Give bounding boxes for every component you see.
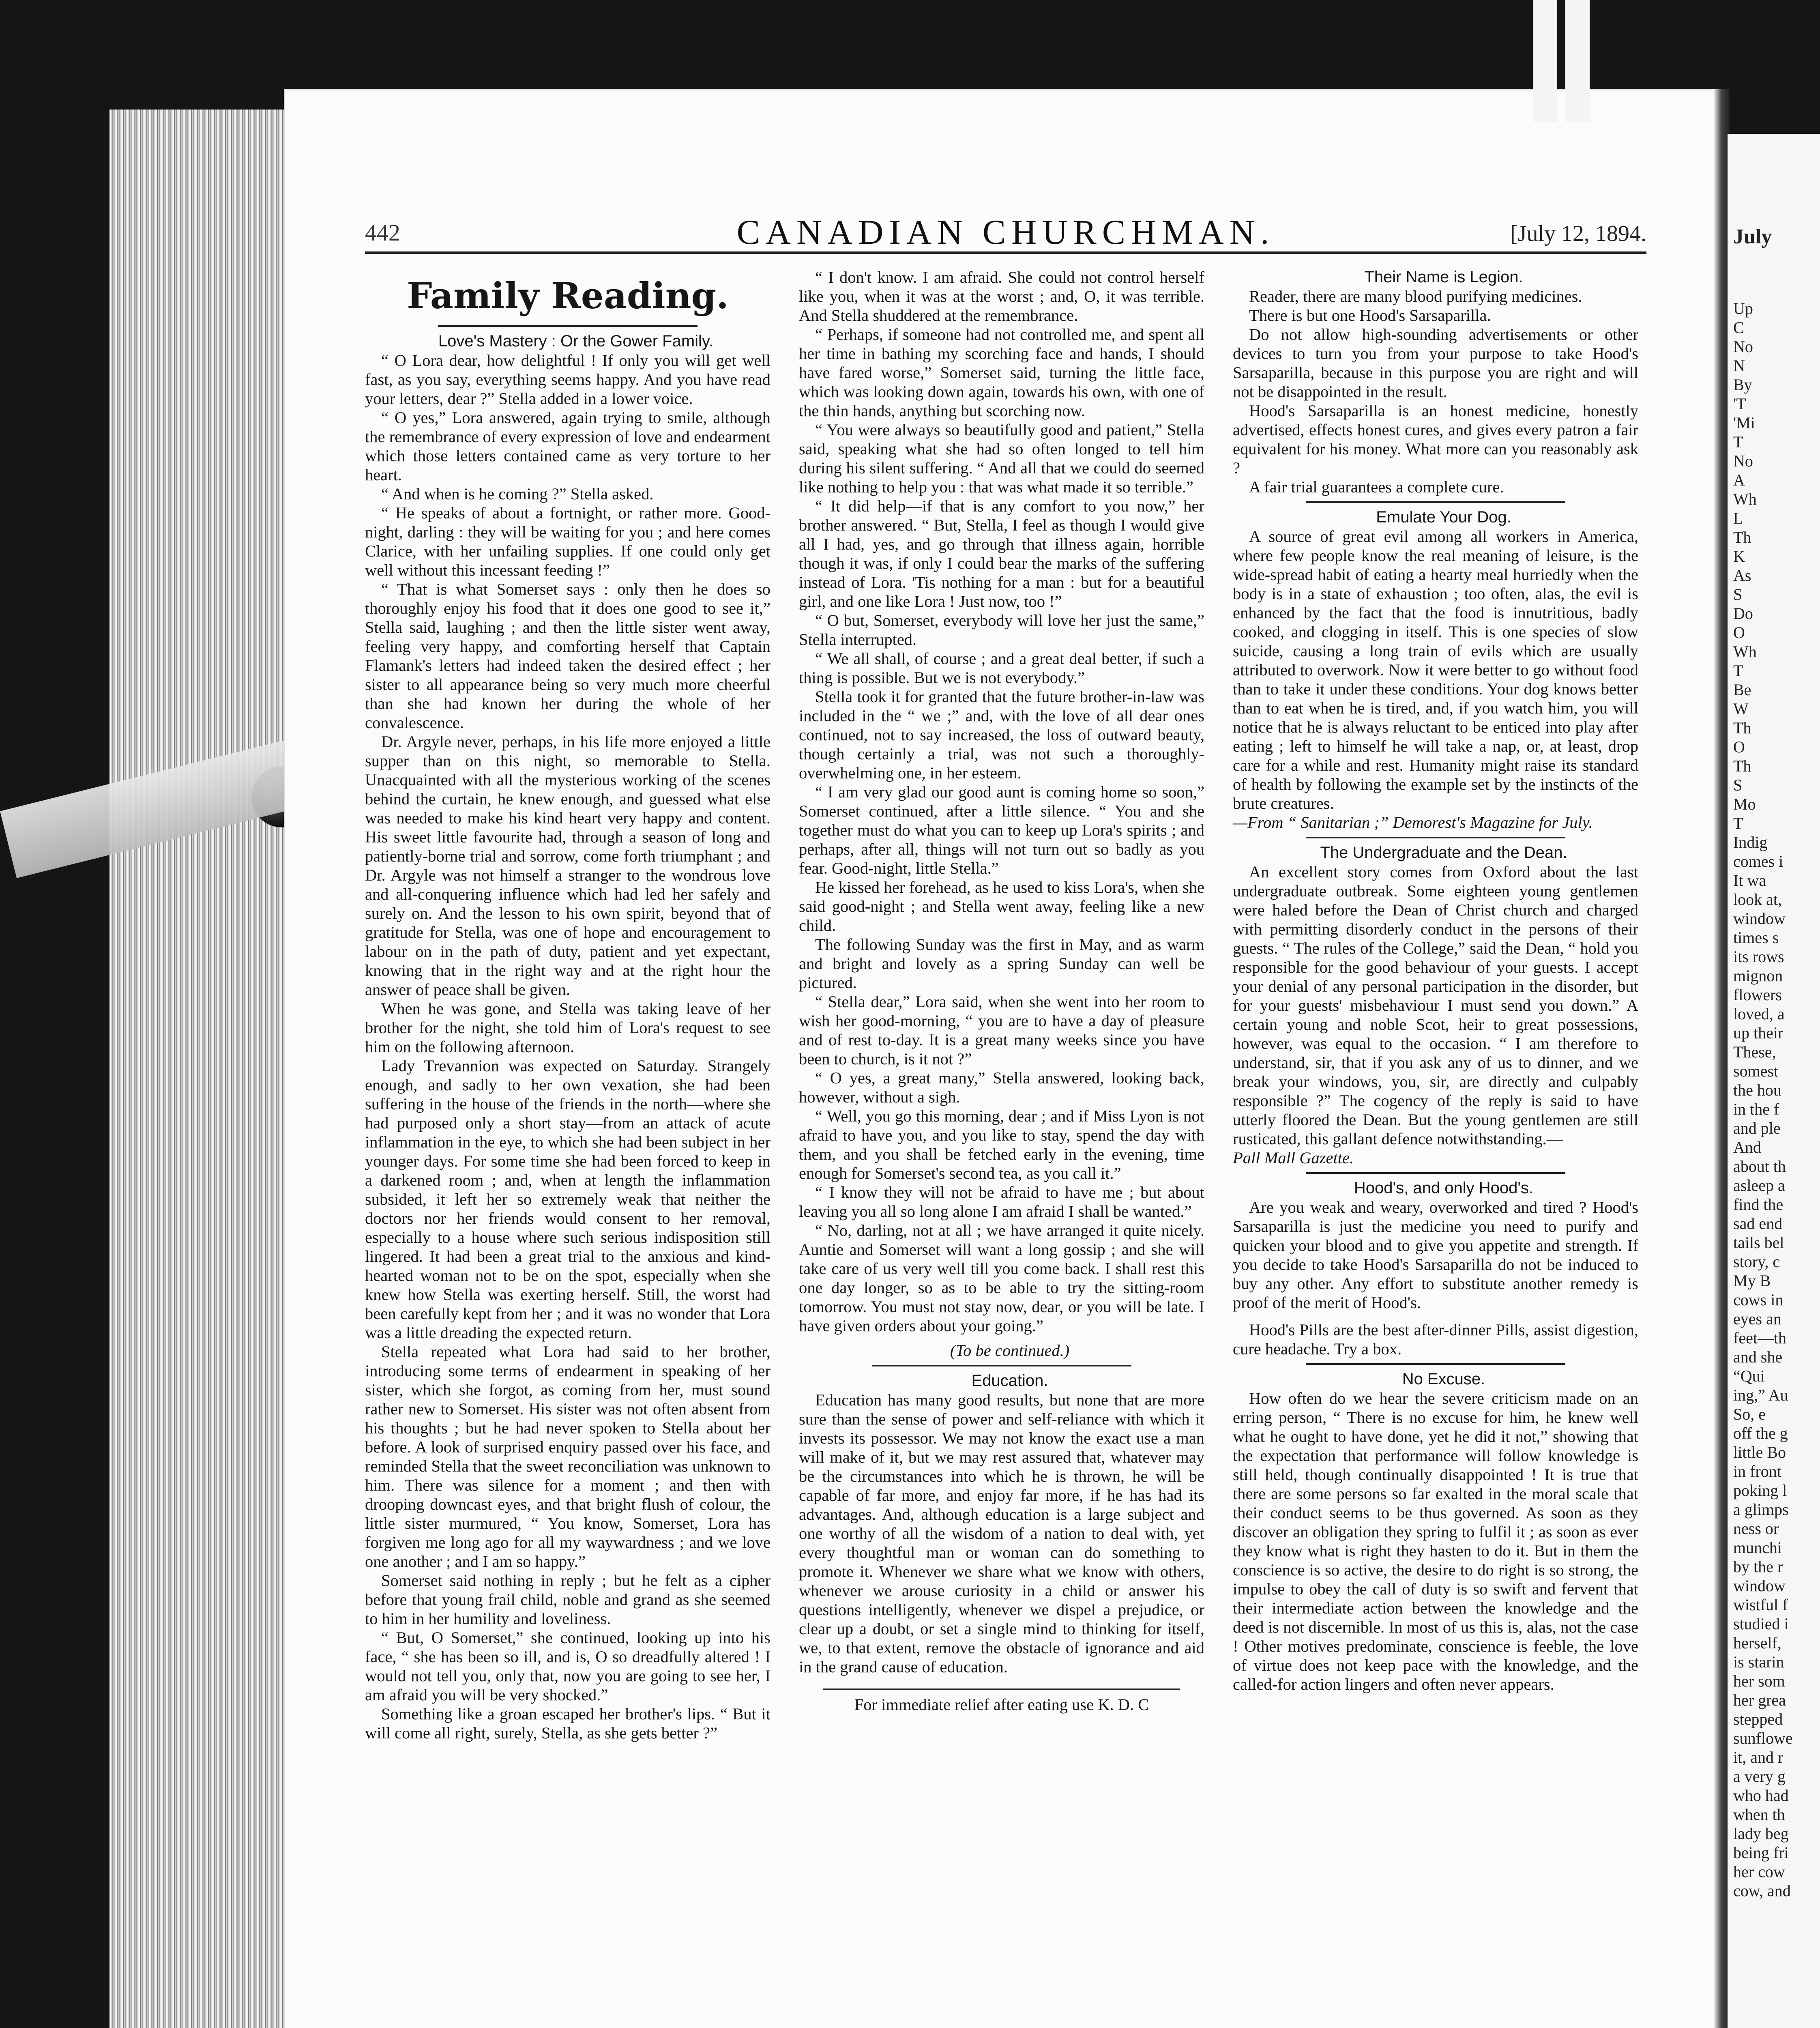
adjacent-fragment: Be (1733, 681, 1751, 699)
paragraph: Stella repeated what Lora had said to her brother, introducing some terms of endearment in speaking of her sister, which she forgot, as coming from her, must sound rather new to Somerset. His sister was not often absent from his thoughts ; but he had never spoken to Stella about her before. A look of surprised enquiry passed over his face, and reminded Stella that the sweet reconciliation was unknown to him. There was silence for a moment ; and then with drooping downcast eyes, and that bright flush of colour, the little sister murmured, “ You know, Somerset, Lora has forgiven me long ago for all my waywardness ; and we love one another ; and I am so happy.” (365, 1343, 770, 1570)
paragraph: “ He speaks of about a fortnight, or rather more. Good-night, darling : they will be waiting for you ; and here comes Clarice, with her unfailing supplies. If one could only get well without this incessant feeding !” (365, 504, 770, 579)
column-3 (1233, 268, 1638, 1694)
paragraph: “ You were always so beautifully good and patient,” Stella said, speaking what she had so often longed to tell him during his silent suffering. “ And all that we could do seemed like nothing to help you : that was what made it so terrible.” (799, 421, 1204, 496)
paragraph: “ We all shall, of course ; and a great deal better, if such a thing is possible. But we is not everybody.” (799, 649, 1204, 687)
adjacent-fragment: T (1733, 662, 1743, 680)
adjacent-fragment: in front (1733, 1462, 1781, 1480)
paragraph: “ I know they will not be afraid to have me ; but about leaving you all so long alone I am afraid I shall be wanted.” (799, 1183, 1204, 1220)
paragraph: Lady Trevannion was expected on Saturday. Strangely enough, and sadly to her own vexation, she had been suffering in the house of the friends in the north—where she had purposed only a short stay—from an attack of acute inflammation in the eye, to which she had been subject in her younger days. For some time she had been forced to keep in a darkened room ; and, when at length the inflammation subsided, it left her so extremely weak that neither the doctors nor her friends would consent to her removal, especially to a house where such serious indisposition still lingered. It had been a great trial to the anxious and kind-hearted woman not to be on the spot, especially when she knew how Stella was exerting herself. Still, the worst had been carefully kept from her ; and it was no wonder that Lora was a little dreading the expected return. (365, 1057, 770, 1342)
dean-text: An excellent story comes from Oxford about the last undergraduate outbreak. Some eighteen young gentlemen were haled before the Dean of Christ church and charged with permitting disorderly conduct in the persons of their guests. “ The rules of the College,” said the Dean, “ hold you responsible for the good behaviour of your guests. I accept your denial of any personal participation in the disorder, but for your guests' misbehaviour I must send you down.” A certain young and noble Scot, heir to great possessions, however, was equal to the occasion. “ I am therefore to understand, sir, that if you ask any of us to dinner, and we break your windows, you, sir, are directly and culpably responsible ?” The cogency of the reply is said to have utterly floored the Dean. But the young gentlemen are still rusticated, this gallant defence notwithstanding.— (1233, 863, 1638, 1148)
adjacent-fragment: the hou (1733, 1081, 1781, 1099)
adjacent-fragment: her cow (1733, 1863, 1785, 1881)
divider (438, 325, 698, 327)
adjacent-fragment: O (1733, 623, 1745, 642)
adjacent-fragment: tails bel (1733, 1233, 1784, 1252)
adjacent-fragment: flowers (1733, 986, 1782, 1004)
divider (823, 1689, 1180, 1690)
paragraph: He kissed her forehead, as he used to kiss Lora's, when she said good-night ; and Stella went away, feeling like a new child. (799, 878, 1204, 935)
adjacent-fragment: about th (1733, 1157, 1786, 1175)
adjacent-fragment: 'Mi (1733, 414, 1755, 432)
page-edges (109, 110, 288, 2028)
adjacent-fragment: window (1733, 1577, 1786, 1595)
adjacent-fragment: munchi (1733, 1538, 1782, 1557)
adjacent-fragment: Mo (1733, 795, 1756, 813)
adjacent-fragment: Wh (1733, 490, 1757, 508)
adjacent-fragment: off the g (1733, 1424, 1788, 1442)
divider (1306, 501, 1565, 503)
adjacent-fragment: studied i (1733, 1615, 1789, 1633)
adjacent-fragment: eyes an (1733, 1310, 1781, 1328)
adjacent-fragment: By (1733, 376, 1752, 394)
book-gutter (1713, 89, 1730, 2028)
adjacent-fragment: K (1733, 547, 1745, 565)
adjacent-fragment: it, and r (1733, 1748, 1784, 1766)
adjacent-fragment: ness or (1733, 1519, 1779, 1538)
adjacent-fragment: No (1733, 337, 1753, 356)
paragraph: “ It did help—if that is any comfort to you now,” her brother answered. “ But, Stella, I feel as though I would give all I had, yes, and go through that illness again, horrible though it was, if only I could bear the marks of the suffering instead of Lora. 'Tis nothing for a man : but for a beautiful girl, and one like Lora ! Just now, too !” (799, 497, 1204, 610)
dean-heading: The Undergraduate and the Dean. (1320, 844, 1567, 861)
adjacent-fragment: L (1733, 509, 1743, 527)
adjacent-page-header: July (1733, 225, 1772, 248)
adjacent-fragment: up their (1733, 1024, 1784, 1042)
adjacent-fragment: and she (1733, 1348, 1783, 1366)
adjacent-fragment: and ple (1733, 1119, 1781, 1137)
adjacent-fragment: Indig (1733, 833, 1768, 851)
paragraph: “ But, O Somerset,” she continued, looking up into his face, “ she has been so ill, and is, O so dreadfully altered ! I would not tell you, only that, now you are going to see her, I am afraid you will be very shocked.” (365, 1628, 770, 1704)
adjacent-fragment: wistful f (1733, 1596, 1788, 1614)
paragraph: “ Perhaps, if someone had not controlled me, and spent all her time in bathing my scorching face and hands, I should have fared worse,” Somerset said, turning the little face, which was looking down again, towards his own, with one of the thin hands, anything but scorching now. (799, 325, 1204, 420)
adjacent-fragment: My B (1733, 1272, 1771, 1290)
adjacent-fragment: her som (1733, 1672, 1785, 1690)
paragraph: “ O yes, a great many,” Stella answered, looking back, however, without a sigh. (799, 1069, 1204, 1106)
adjacent-page (1728, 134, 1820, 2028)
paragraph: “ I am very glad our good aunt is coming home so soon,” Somerset continued, after a little silence. “ You and she together must do what you can to keep up Lora's spirits ; and perhaps, after all, things will not turn out so badly as you fear. Good-night, little Stella.” (799, 783, 1204, 877)
adjacent-fragment: “Qui (1733, 1367, 1765, 1385)
paragraph: Hood's Sarsaparilla is an honest medicine, honestly advertised, effects honest cures, and gives every patron a fair equivalent for his money. What more can you reasonably ask ? (1233, 402, 1638, 477)
section-masthead: Family Reading. (407, 275, 729, 317)
adjacent-fragment: ing,” Au (1733, 1386, 1788, 1404)
paragraph: “ Stella dear,” Lora said, when she went into her room to wish her good-morning, “ you are to have a day of pleasure and of rest to-day. It is a great many weeks since you have been to church, is it not ?” (799, 993, 1204, 1068)
adjacent-fragment: Up (1733, 299, 1753, 318)
paragraph: “ Well, you go this morning, dear ; and if Miss Lyon is not afraid to have you, and you like to stay, spend the day with them, and you shall be fetched early in the evening, time enough for Somerset's second tea, as you call it.” (799, 1107, 1204, 1182)
legion-heading: Their Name is Legion. (1364, 268, 1523, 286)
paragraph: There is but one Hood's Sarsaparilla. (1249, 306, 1491, 324)
adjacent-fragment: find the (1733, 1195, 1784, 1214)
newspaper-page (284, 89, 1728, 2028)
adjacent-fragment: window (1733, 909, 1786, 928)
paragraph: When he was gone, and Stella was taking leave of her brother for the night, she told him of Lora's request to see him on the following afternoon. (365, 999, 770, 1056)
adjacent-fragment: sunflowe (1733, 1729, 1793, 1747)
paragraph: Somerset said nothing in reply ; but he felt as a cipher before that young frail child, noble and grand as she seemed to him in her humility and loveliness. (365, 1571, 770, 1628)
adjacent-fragment: asleep a (1733, 1176, 1785, 1194)
adjacent-fragment: look at, (1733, 890, 1782, 909)
adjacent-fragment: Th (1733, 757, 1751, 775)
continued-note: (To be continued.) (950, 1341, 1070, 1360)
adjacent-fragment: is starin (1733, 1653, 1784, 1671)
adjacent-fragment: by the r (1733, 1558, 1783, 1576)
column-2 (799, 268, 1204, 1714)
paragraph: Do not allow high-sounding advertisements or other devices to turn you from your purpose to take Hood's Sarsaparilla, because in this purpose you are right and will not be disappointed in the result. (1233, 325, 1638, 401)
clip-bar (1565, 0, 1590, 122)
adjacent-fragment: 'T (1733, 395, 1746, 413)
adjacent-fragment: its rows (1733, 947, 1784, 966)
education-text: Education has many good results, but none that are more sure than the sense of power and self-reliance with which it invests its possessor. We may not know the exact use a man will make of it, but we may rest assured that, whatever may be the circumstances into which he is thrown, he will be capable of far more, and enjoy far more, if he has had its advantages. And, although education is a large subject and one worthy of all the wisdom of a nation to deal with, yet every thoughtful man or woman can do something to promote it. Whenever we share what we know with others, whenever we arouse curiosity in a child or answer his questions intelligently, whenever we dispel a prejudice, or clear up a doubt, or set a single mind to thinking for itself, we, to that extent, remove the obstacle of ignorance and aid in the grand cause of education. (799, 1391, 1204, 1676)
paragraph: “ O Lora dear, how delightful ! If only you will get well fast, as you say, everything seems happy. And you have read your letters, dear ?” Stella added in a lower voice. (365, 351, 770, 408)
divider (1306, 837, 1565, 838)
issue-date: [July 12, 1894. (1510, 221, 1646, 246)
excuse-text: How often do we hear the severe criticism made on an erring person, “ There is no excuse for him, he knew well what he ought to have done, yet he did it not,” showing that the expectation that performance will follow knowledge is still held, though continually disappointed ! It is true that there are some persons so far exalted in the moral scale that their conduct seems to be thus governed. As soon as they discover an obligation they spring to fulfil it ; as soon as ever they know what is right they hasten to do it. But in them the conscience is so active, the desire to do right is so strong, the impulse to obey the call of duty is so swift and fervent that their intermediate action between the knowledge and the deed is not discernible. In most of us this is, alas, not the case ! Other motives predominate, conscience is feeble, the love of virtue does not keep pace with the knowledge, and the called-for action lingers and often never appears. (1233, 1389, 1638, 1693)
publication-title: CANADIAN CHURCHMAN. (736, 213, 1275, 251)
paragraph: “ No, darling, not at all ; we have arranged it quite nicely. Auntie and Somerset will want a long gossip ; and she will take care of us very well till you come back. I shall rest this one day longer, so as to be able to try the sitting-room tomorrow. You must not stay now, dear, or you will be late. I have given orders about your going.” (799, 1221, 1204, 1335)
adjacent-fragment: times s (1733, 928, 1779, 947)
adjacent-fragment: in the f (1733, 1100, 1779, 1118)
adjacent-fragment: So, e (1733, 1405, 1766, 1423)
clip-bar (1533, 0, 1557, 122)
adjacent-fragment: somest (1733, 1062, 1779, 1080)
adjacent-fragment: mignon (1733, 967, 1783, 985)
hoods-heading: Hood's, and only Hood's. (1354, 1179, 1534, 1197)
adjacent-fragment: when th (1733, 1805, 1785, 1824)
adjacent-fragment: little Bo (1733, 1443, 1786, 1461)
adjacent-fragment: And (1733, 1138, 1761, 1156)
adjacent-fragment: N (1733, 357, 1745, 375)
adjacent-fragment: It wa (1733, 871, 1766, 889)
pills-text: Hood's Pills are the best after-dinner Pills, assist digestion, cure headache. Try a box. (1233, 1321, 1638, 1358)
paragraph: A fair trial guarantees a complete cure. (1249, 478, 1504, 496)
adjacent-fragment: sad end (1733, 1214, 1783, 1233)
adjacent-fragment: stepped (1733, 1710, 1783, 1728)
adjacent-fragment: Th (1733, 719, 1751, 737)
paragraph: Stella took it for granted that the future brother-in-law was included in the “ we ;” and, with the love of all dear ones continued, not to say increased, the loss of outward beauty, though certainly a trial, was not such a thoroughly-overwhelming one, in her esteem. (799, 687, 1204, 782)
adjacent-fragment: As (1733, 566, 1751, 584)
adjacent-fragment: cows in (1733, 1291, 1784, 1309)
adjacent-fragment: These, (1733, 1043, 1776, 1061)
paragraph: “ I don't know. I am afraid. She could not control herself like you, when it was at the worst ; and, O, it was terrible. And Stella shuddered at the remembrance. (799, 268, 1204, 324)
paragraph: The following Sunday was the first in May, and as warm and bright and lovely as a spring Sunday can well be pictured. (799, 935, 1204, 992)
adjacent-fragment: No (1733, 452, 1753, 470)
divider (1306, 1172, 1565, 1174)
story-headline: Love's Mastery : Or the Gower Family. (438, 332, 714, 350)
column-1 (365, 268, 770, 1742)
page-number: 442 (365, 219, 400, 246)
adjacent-fragment: loved, a (1733, 1005, 1785, 1023)
divider (872, 1365, 1131, 1366)
dean-source: Pall Mall Gazette. (1233, 1149, 1354, 1167)
adjacent-fragment: Th (1733, 528, 1751, 546)
paragraph: “ O but, Somerset, everybody will love her just the same,” Stella interrupted. (799, 611, 1204, 649)
adjacent-fragment: a very g (1733, 1767, 1786, 1785)
adjacent-fragment: herself, (1733, 1634, 1781, 1652)
adjacent-fragment: her grea (1733, 1691, 1786, 1709)
adjacent-fragment: T (1733, 814, 1743, 832)
excuse-heading: No Excuse. (1402, 1370, 1485, 1388)
adjacent-fragment: who had (1733, 1786, 1789, 1805)
hoods-text: Are you weak and weary, overworked and tired ? Hood's Sarsaparilla is just the medicine you need to purify and quicken your blood and to give you appetite and strength. If you decide to take Hood's Sarsaparilla do not be induced to buy any other. Any effort to substitute another remedy is proof of the merit of Hood's. (1233, 1198, 1638, 1312)
adjacent-fragment: Do (1733, 604, 1753, 623)
paragraph: “ And when is he coming ?” Stella asked. (381, 485, 654, 503)
adjacent-page-fragments (1728, 299, 1820, 1900)
paragraph: Dr. Argyle never, perhaps, in his life more enjoyed a little supper than on this night, so memorable to Stella. Unacquainted with all the mysterious working of the scenes behind the curtain, he knew enough, and guessed what else was needed to make his kind heart very happy and content. His sweet little favourite had, through a season of long and patiently-borne trial and sorrow, come forth triumphant ; and Dr. Argyle was not himself a stranger to the wondrous love and all-conquering influence which had led her safely and surely on. And the lesson to his own spirit, beyond that of gratitude for Stella, was one of hope and encouragement to labour on in the path of duty, patient and yet expectant, knowing that in the right way and at the right hour the answer of peace shall be given. (365, 733, 770, 999)
adjacent-fragment: story, c (1733, 1252, 1780, 1271)
page-header (365, 207, 1646, 254)
paragraph: Reader, there are many blood purifying medicines. (1249, 287, 1582, 305)
kdc-advertisement: For immediate relief after eating use K. D. C (854, 1695, 1149, 1714)
adjacent-fragment: A (1733, 471, 1745, 489)
adjacent-fragment: being fri (1733, 1843, 1789, 1862)
dog-source: —From “ Sanitarian ;” Demorest's Magazine for July. (1233, 813, 1593, 831)
adjacent-fragment: S (1733, 776, 1743, 794)
adjacent-fragment: O (1733, 738, 1745, 756)
adjacent-fragment: S (1733, 585, 1743, 604)
paragraph: Something like a groan escaped her brother's lips. “ But it will come all right, surely, Stella, as she gets better ?” (365, 1705, 770, 1742)
adjacent-fragment: C (1733, 318, 1744, 337)
education-heading: Education. (971, 1372, 1048, 1390)
adjacent-fragment: comes i (1733, 852, 1784, 870)
paragraph: “ That is what Somerset says : only then he does so thoroughly enjoy his food that it does one good to see it,” Stella said, laughing ; and then the little sister went away, feeling very happy, and comforting herself that Captain Flamank's letters had indeed taken the desired effect ; her sister to all appearance being so very much more cheerful than she had known her during the whole of her convalescence. (365, 580, 770, 732)
adjacent-fragment: Wh (1733, 642, 1757, 661)
dog-text: A source of great evil among all workers in America, where few people know the real meaning of leisure, is the wide-spread habit of eating a hearty meal hurriedly when the body is in a state of exhaustion ; too often, alas, the evil is enhanced by the fact that the food is innutritious, badly cooked, and clogging in itself. This is one species of slow suicide, causing a long train of evils which are usually attributed to overwork. Now it were better to go without food than to take it under these conditions. Your dog knows better than to eat when he is tired, and, if you watch him, you will notice that he is always reluctant to be enticed into play after eating ; left to himself he will take a nap, or, at least, drop care for a while and rest. Humanity might raise its standard of health by following the example set by the instincts of the brute creatures. (1233, 527, 1638, 812)
adjacent-fragment: T (1733, 433, 1743, 451)
adjacent-fragment: a glimps (1733, 1500, 1789, 1519)
adjacent-fragment: W (1733, 700, 1749, 718)
adjacent-fragment: poking l (1733, 1481, 1787, 1500)
dog-heading: Emulate Your Dog. (1376, 508, 1511, 526)
adjacent-fragment: lady beg (1733, 1824, 1789, 1843)
adjacent-fragment: cow, and (1733, 1882, 1791, 1900)
paragraph: “ O yes,” Lora answered, again trying to smile, although the remembrance of every expression of love and endearment which those letters contained came as very torture to her heart. (365, 408, 770, 484)
divider (1306, 1363, 1565, 1365)
adjacent-fragment: feet—th (1733, 1329, 1787, 1347)
